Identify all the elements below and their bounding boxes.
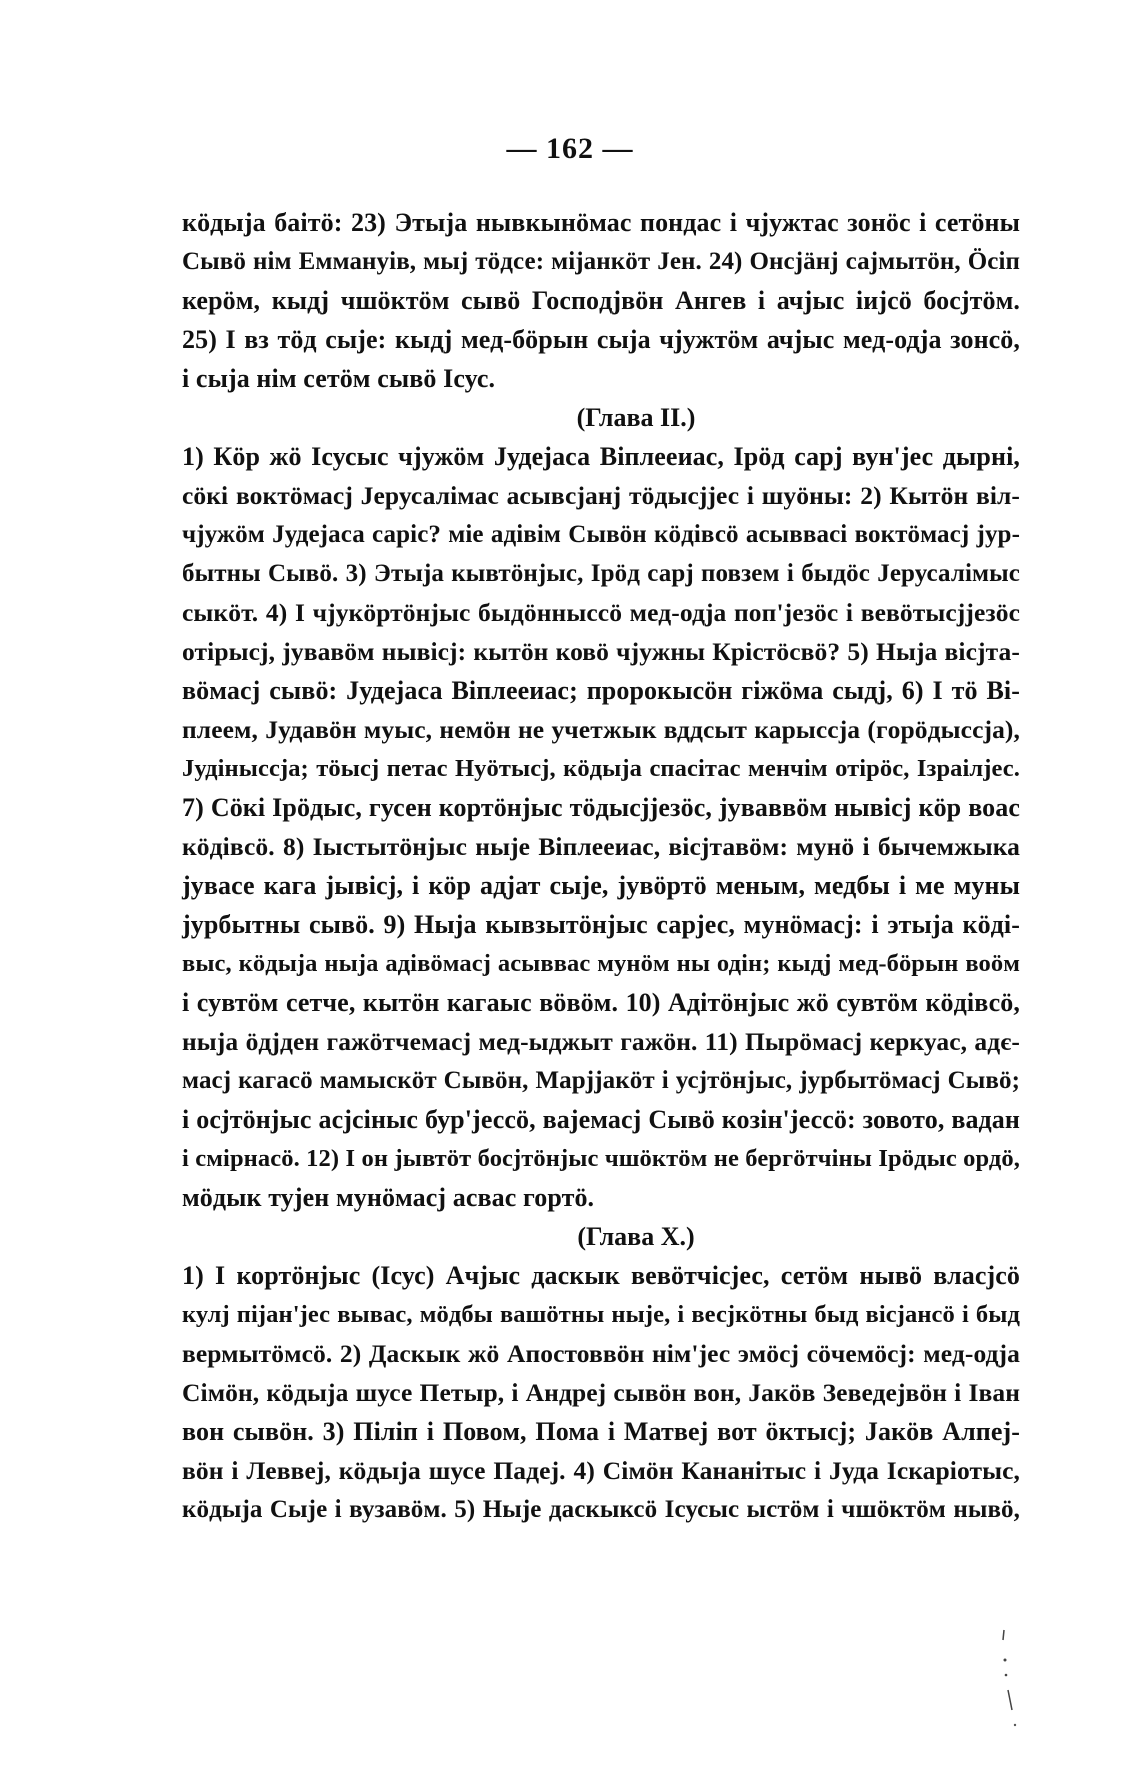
text-line: і сыја нім сетӧм сывӧ Iсус. <box>182 364 496 393</box>
text-line: Сімӧн, кӧдыја шусе Петыр, і Андреј сывӧн вон, Јакӧв Зеведејвӧн і Іван <box>182 1378 1020 1407</box>
scan-specks <box>1000 1620 1020 1740</box>
text-line: мӧдык тујен мунӧмасј асвас гортӧ. <box>182 1183 595 1212</box>
text-line: чјужӧм Јудејаса саріс? міе адівім Сывӧн кӧдівсӧ асывваcі воктӧмасј јур- <box>182 521 1020 548</box>
text-line: ныја ӧдјден гажӧтчемасј мед-ыджыт гажӧн. 11) Пырӧмасј керкуас, адє- <box>182 1027 1020 1056</box>
text-line: плеем, Јудавӧн муыс, немӧн не учетжык вддсыт карыссја (гoрӧдыссја), <box>182 715 1020 744</box>
text-line: кулј піјан'јес вывас, мӧдбы вашӧтны ныје, і весјкӧтны быд вісјансӧ і быд <box>182 1301 1020 1328</box>
text-line: вӧн і Леввеј, кӧдыја шусе Падеј. 4) Сімӧн Кананітыс і Јуда Іскаріотыс, <box>182 1456 1020 1485</box>
text-line: вон сывӧн. 3) Піліп і Повом, Пома і Матвеј вот ӧктысј; Јакӧв Алпеј- <box>182 1417 1020 1446</box>
text-line: сыкӧт. 4) I чјукӧртӧнјыс быдӧнныссӧ мед-одја поп'језӧс і вевӧтысјјезӧс <box>182 598 1020 627</box>
text-line: керӧм, кыдј чшӧктӧм сывӧ Госпoдјвӧн Ангев і ачјыс іиjсӧ босјтӧм. <box>182 286 1020 315</box>
text-line: Сывӧ нім Еммануів, мыј тӧдсе: міјанкӧт Јен. 24) Онсјӓнј сајмытӧн, Ӧсіп <box>182 248 1020 275</box>
text-line: кӧдівсӧ. 8) Iыстытӧнјыс ныје Віплееиас, вісјтавӧм: мунӧ і бычемжыка <box>182 832 1020 861</box>
chapter-heading: (Глава II.) <box>576 403 696 432</box>
body-text <box>182 203 1020 1529</box>
text-line: бытны Сывӧ. 3) Этыја кывтӧнјыс, Ірӧд сарј повзем і быдӧс Јерусалімыс <box>182 560 1020 587</box>
text-line: Јудіныссја; тӧысј петас Нуӧтысј, кӧдыја спасітас менчім отірӧс, Ізраілјес. <box>182 755 1020 782</box>
text-line: 7) Сӧкі Ірӧдыс, гусен кортӧнјыс тӧдысјјезӧс, јуваввӧм нывісј кӧр воас <box>182 793 1020 822</box>
text-line: і осјтӧнјыс асјсіныс бур'јессӧ, вајемасј Сывӧ козін'јессӧ: зовото, вадан <box>182 1105 1020 1134</box>
text-line: 25) I вз тӧд сыје: кыдј мед-бӧрын сыја чјужтӧм ачјыс мед-одја зонсӧ, <box>182 325 1020 354</box>
text-line: кӧдыја Сыје і вузавӧм. 5) Ныје даскыксӧ Iсусыс ыстӧм і чшӧктӧм нывӧ, <box>182 1496 1020 1523</box>
text-line: отірысј, јувавӧм нывісј: кытӧн ковӧ чјужны Крістӧсвӧ? 5) Ныја вісјта- <box>182 637 1020 666</box>
text-line: і смірнасӧ. 12) I он јывтӧт босјтӧнјыс чшӧктӧм не бергӧтчіны Ірӧдыс ордӧ, <box>182 1145 1020 1172</box>
text-line: выс, кӧдыја ныја адівӧмасј асывваc мунӧм ны одін; кыдј мед-бӧрын воӧм <box>182 950 1020 977</box>
page-number: — 162 — <box>506 132 634 165</box>
text-line: јурбытны сывӧ. 9) Ныја кывзытӧнјыс сарјес, мунӧмасј: і этыја кӧді- <box>182 910 1020 939</box>
text-line: 1) Кӧр жӧ Iсусыс чјужӧм Јудејаса Віплееиас, Ірӧд сарј вун'јес дырні, <box>182 442 1020 471</box>
text-line: 1) I кортӧнјыс (Iсус) Ачјыс даскык вевӧтчісјес, сетӧм нывӧ власјсӧ <box>182 1261 1020 1290</box>
text-line: і сувтӧм сетче, кытӧн кагаыс вӧвӧм. 10) Адітӧнјыс жӧ сувтӧм кӧдівсӧ, <box>182 988 1020 1017</box>
text-line: кӧдыја баітӧ: 23) Этыја нывкынӧмас пондас і чјужтас зонӧс і сетӧны <box>182 208 1020 237</box>
text-line: сӧкі воктӧмасј Јерусалімас асывсјанј тӧдысјјес і шуӧны: 2) Кытӧн віл- <box>182 481 1020 510</box>
text-line: јувасе кага јывісј, і кӧр адјат сыје, јувӧртӧ меным, медбы і ме муны <box>182 871 1020 900</box>
text-line: вӧмасј сывӧ: Јудејаса Віплееиас; пророкысӧн гіжӧма сыдј, 6) I тӧ Ві- <box>182 676 1020 705</box>
text-line: масј кагасӧ мамыскӧт Сывӧн, Марјјакӧт і усјтӧнјыс, јурбытӧмасј Сывӧ; <box>182 1067 1020 1094</box>
text-line: вермытӧмсӧ. 2) Даскык жӧ Апостоввӧн нім'јес эмӧсј сӧчемӧсј: мед-одја <box>182 1339 1020 1368</box>
chapter-heading: (Глава X.) <box>577 1222 695 1251</box>
